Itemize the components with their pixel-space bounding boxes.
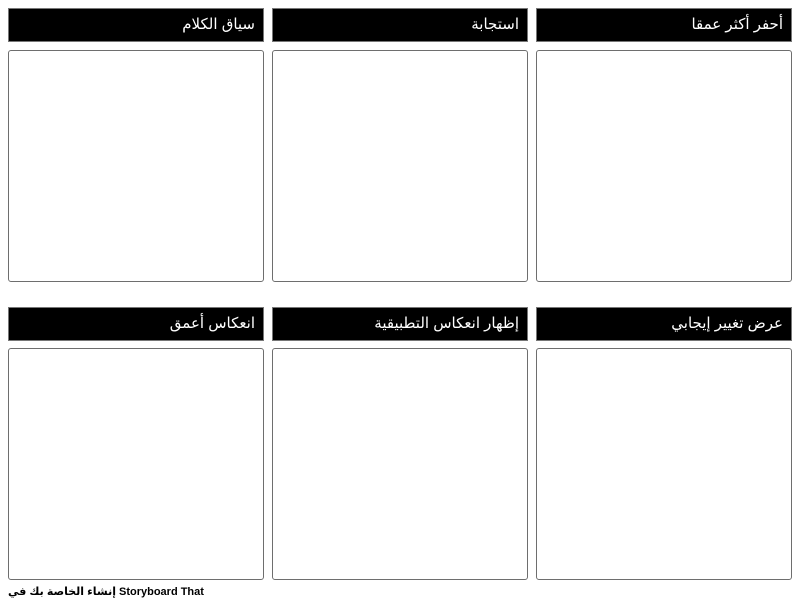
cell-title: سياق الكلام: [8, 8, 264, 42]
cell-frame[interactable]: [8, 50, 264, 282]
cell-title: انعكاس أعمق: [8, 307, 264, 341]
footer-brand-link[interactable]: Storyboard That: [118, 586, 204, 598]
cell-title: أحفر أكثر عمقا: [536, 8, 792, 42]
cell-title: استجابة: [272, 8, 528, 42]
footer-prefix: إنشاء الخاصة بك في: [8, 586, 116, 598]
cell-frame[interactable]: [272, 50, 528, 282]
cell-frame[interactable]: [272, 348, 528, 580]
cell-frame[interactable]: [536, 50, 792, 282]
footer-credit: [8, 585, 204, 598]
cell-frame[interactable]: [536, 348, 792, 580]
cell-title: عرض تغيير إيجابي: [536, 307, 792, 341]
cell-title: إظهار انعكاس التطبيقية: [272, 307, 528, 341]
cell-frame[interactable]: [8, 348, 264, 580]
